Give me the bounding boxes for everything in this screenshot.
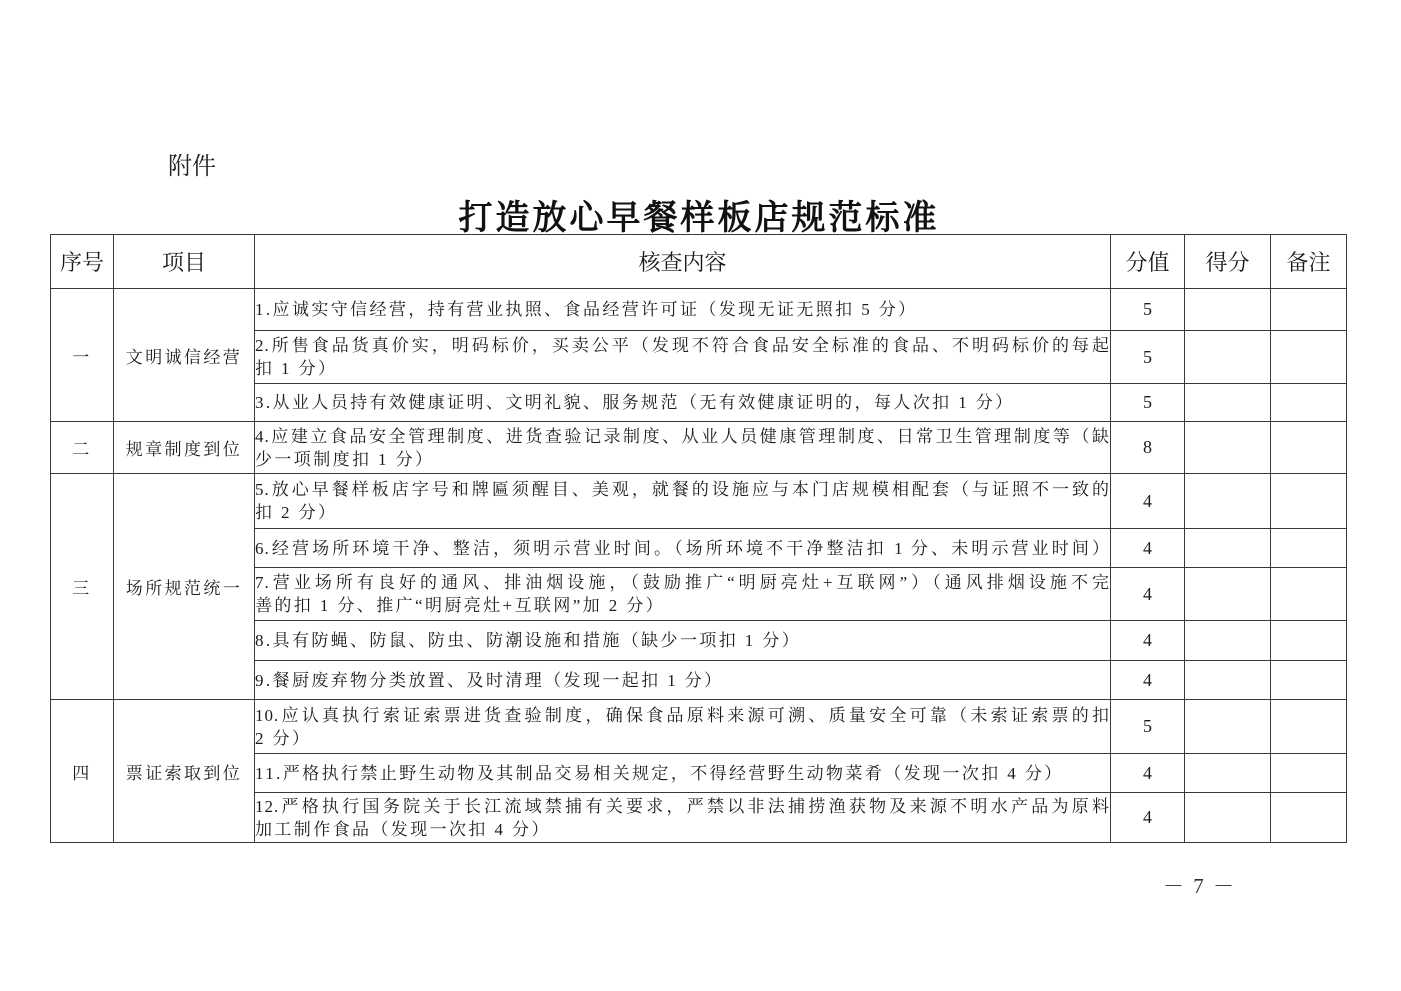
section-item: 规章制度到位 [114,422,255,474]
header-remark: 备注 [1271,235,1347,289]
header-no: 序号 [51,235,114,289]
header-item: 项目 [114,235,255,289]
score-cell [1185,384,1271,422]
content-line: 6.经营场所环境干净、整洁，须明示营业时间。（场所环境不干净整洁扣 1 分、未明示营业时间） [255,538,1110,558]
remark-cell [1271,474,1347,529]
content-line: 扣 1 分） [255,359,338,378]
remark-cell [1271,289,1347,331]
content-cell [255,422,1111,474]
value-cell: 4 [1111,661,1185,700]
value-cell: 4 [1111,621,1185,661]
section-item: 文明诚信经营 [114,289,255,422]
content-cell [255,621,1111,661]
content-line: 11.严格执行禁止野生动物及其制品交易相关规定，不得经营野生动物菜肴（发现一次扣 4 分） [255,763,1064,783]
section-item: 票证索取到位 [114,700,255,843]
remark-cell [1271,793,1347,843]
content-cell [255,529,1111,568]
score-cell [1185,661,1271,700]
content-line: 7.营业场所有良好的通风、排油烟设施，（鼓励推广“明厨亮灶+互联网”）（通风排烟设施不完 [255,573,1110,592]
content-line: 3.从业人员持有效健康证明、文明礼貌、服务规范（无有效健康证明的，每人次扣 1 分） [255,393,1015,412]
section-number: 三 [51,474,114,700]
table-row [51,422,1347,474]
content-line: 扣 2 分） [255,503,338,522]
content-line: 2.所售食品货真价实，明码标价，买卖公平（发现不符合食品安全标准的食品、不明码标价的每起 [255,336,1110,355]
score-cell [1185,793,1271,843]
attachment-label: 附件 [168,152,216,180]
value-cell: 5 [1111,700,1185,754]
score-cell [1185,621,1271,661]
score-cell [1185,474,1271,529]
value-cell: 5 [1111,289,1185,331]
page-number: － 7 － [1163,874,1236,898]
score-cell [1185,422,1271,474]
content-line: 加工制作食品（发现一次扣 4 分） [255,819,551,839]
content-line: 12.严格执行国务院关于长江流域禁捕有关要求，严禁以非法捕捞渔获物及来源不明水产品为原料 [255,796,1110,816]
content-line: 2 分） [255,728,312,748]
value-cell: 5 [1111,331,1185,384]
content-line: 1.应诚实守信经营，持有营业执照、食品经营许可证（发现无证无照扣 5 分） [255,300,918,319]
value-cell: 4 [1111,474,1185,529]
content-cell [255,661,1111,700]
content-cell [255,384,1111,422]
content-cell [255,754,1111,793]
table-row [51,474,1347,529]
content-cell [255,474,1111,529]
remark-cell [1271,700,1347,754]
section-item: 场所规范统一 [114,474,255,700]
remark-cell [1271,422,1347,474]
header-score: 得分 [1185,235,1271,289]
value-cell: 4 [1111,529,1185,568]
value-cell: 5 [1111,384,1185,422]
section-number: 二 [51,422,114,474]
remark-cell [1271,754,1347,793]
section-number: 四 [51,700,114,843]
content-line: 8.具有防蝇、防鼠、防虫、防潮设施和措施（缺少一项扣 1 分） [255,631,802,650]
score-cell [1185,568,1271,621]
section-number: 一 [51,289,114,422]
content-cell [255,289,1111,331]
content-line: 10.应认真执行索证索票进货查验制度，确保食品原料来源可溯、质量安全可靠（未索证索票的扣 [255,705,1110,725]
remark-cell [1271,384,1347,422]
content-line: 少一项制度扣 1 分） [255,449,435,469]
score-cell [1185,529,1271,568]
content-line: 善的扣 1 分、推广“明厨亮灶+互联网”加 2 分） [255,596,666,615]
score-cell [1185,331,1271,384]
header-value: 分值 [1111,235,1185,289]
value-cell: 4 [1111,793,1185,843]
value-cell: 8 [1111,422,1185,474]
score-cell [1185,700,1271,754]
table-row [51,700,1347,754]
header-content: 核查内容 [255,235,1111,289]
remark-cell [1271,621,1347,661]
content-line: 5.放心早餐样板店字号和牌匾须醒目、美观，就餐的设施应与本门店规模相配套（与证照不一致的 [255,480,1110,499]
content-cell [255,700,1111,754]
content-cell [255,331,1111,384]
content-line: 9.餐厨废弃物分类放置、及时清理（发现一起扣 1 分） [255,670,724,690]
remark-cell [1271,331,1347,384]
value-cell: 4 [1111,568,1185,621]
remark-cell [1271,529,1347,568]
content-cell [255,568,1111,621]
remark-cell [1271,568,1347,621]
content-line: 4.应建立食品安全管理制度、进货查验记录制度、从业人员健康管理制度、日常卫生管理制度等（缺 [255,426,1110,446]
header-row [51,235,1347,289]
standards-table [50,234,1347,843]
value-cell: 4 [1111,754,1185,793]
score-cell [1185,289,1271,331]
document-title: 打造放心早餐样板店规范标准 [458,198,940,238]
remark-cell [1271,661,1347,700]
content-cell [255,793,1111,843]
score-cell [1185,754,1271,793]
table-row [51,289,1347,331]
